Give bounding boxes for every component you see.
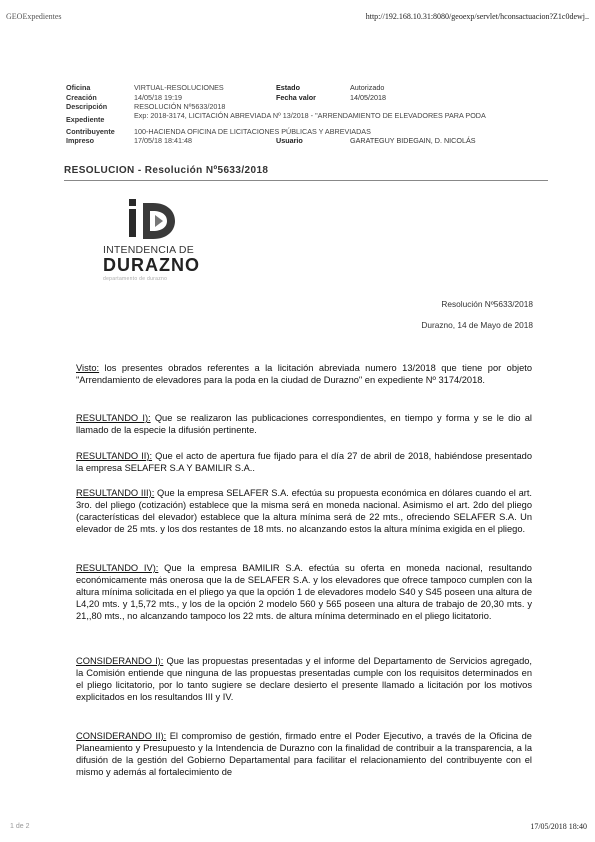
creacion-label: Creación <box>66 92 97 102</box>
paragraph-text: El compromiso de gestión, firmado entre el Poder Ejecutivo, a través de la Oficina de Planeamiento y Presupuesto y la Intendencia de Durazno con la finalidad de contribuir a la transparencia, a la difusión de la gestión del Gobierno Departamental para facilitar el relacionamiento del contribuyente con el mismo y además al fortalecimiento de <box>76 731 532 777</box>
paragraph-resultando-3 <box>76 487 532 535</box>
logo-text-line1: INTENDENCIA DE <box>103 244 194 256</box>
metadata-block <box>66 83 556 146</box>
paragraph-resultando-4 <box>76 562 532 622</box>
paragraph-text: Que se realizaron las publicaciones correspondientes, en tiempo y forma y se le dio al llamado de la especie la difusión pertinente. <box>76 413 532 435</box>
paragraph-heading: CONSIDERANDO I): <box>76 656 164 666</box>
paragraph-heading: Visto: <box>76 363 100 373</box>
expediente-label: Expediente <box>66 114 105 124</box>
resolution-reference: Resolución Nº5633/2018 <box>441 299 533 309</box>
paragraph-heading: CONSIDERANDO II): <box>76 731 167 741</box>
usuario-value: GARATEGUY BIDEGAIN, D. NICOLÁS <box>350 136 476 146</box>
title-divider <box>64 180 548 181</box>
fecha-valor-value: 14/05/2018 <box>350 92 386 102</box>
contribuyente-value: 100-HACIENDA OFICINA DE LICITACIONES PÚBLICAS Y ABREVIADAS <box>134 126 371 136</box>
paragraph-heading: RESULTANDO IV): <box>76 563 159 573</box>
logo-text-line2: DURAZNO <box>103 255 200 275</box>
paragraph-resultando-2 <box>76 450 532 474</box>
descripcion-value: RESOLUCIÓN Nº5633/2018 <box>134 102 226 112</box>
contribuyente-label: Contribuyente <box>66 126 115 136</box>
intendencia-mark-icon <box>125 197 183 243</box>
estado-value: Autorizado <box>350 83 385 92</box>
impreso-value: 17/05/18 18:41:48 <box>134 136 192 146</box>
page-number: 1 de 2 <box>10 823 30 830</box>
paragraph-text: Que el acto de apertura fue fijado para el día 27 de abril de 2018, habiéndose presentado la empresa SELAFER S.A Y BAMILIR S.A.. <box>76 451 532 473</box>
paragraph-text: Que la empresa SELAFER S.A. efectúa su propuesta económica en dólares cuando el art. 3ro. del pliego (cotización) establece que la misma será en moneda nacional. Asimismo el art. 2do del pliego (características del elevador) establece que la altura mínima será de 22 mts., ofreciendo SELAFER S.A. Un elevador de 25 mts. y los dos restantes de 18 mts. no alcanzando estos la altura mínima exigida en el pliego. <box>76 488 532 534</box>
paragraph-text: los presentes obrados referentes a la licitación abreviada numero 13/2018 que tiene por objeto "Arrendamiento de elevadores para la poda en la ciudad de Durazno" en expediente Nº 3174/2018. <box>76 363 532 385</box>
intendencia-logo <box>103 197 203 289</box>
impreso-label: Impreso <box>66 136 94 146</box>
usuario-label: Usuario <box>276 136 303 146</box>
paragraph-text: Que la empresa BAMILIR S.A. efectúa su oferta en moneda nacional, resultando económicamente más onerosa que la de SELAFER S.A. y los elevadores que ofrece tampoco cumplen con la altura mínima solicitada en el pliego ya que la opción 1 de elevadores modelo S40 y S45 poseen una altura de L4,20 mts. y 1,5,72 mts., y los de la opción 2 modelo 560 y 565 poseen una altura de trabajo de 20,30 mts. y 21,,80 mts., no alcanzando tampoco los 22 mts. de altura mínima determinado en el pliego licitatorio. <box>76 563 532 621</box>
print-timestamp: 17/05/2018 18:40 <box>530 822 587 831</box>
browser-tab-title: GEOExpedientes <box>6 12 62 21</box>
paragraph-text: Que las propuestas presentadas y el informe del Departamento de Servicios agregado, la Comisión entiende que ninguna de las propuestas presentadas cumple con los requisitos determinados en el pliego licitatorio, por lo tanto sugiere se declare desierto el presente llamado a licitación por los motivos explicitados en los resultandos III y IV. <box>76 656 532 702</box>
oficina-label: Oficina <box>66 83 91 92</box>
paragraph-heading: RESULTANDO I): <box>76 413 151 423</box>
expediente-value: Exp: 2018-3174, LICITACIÓN ABREVIADA Nº 13/2018 - "ARRENDAMIENTO DE ELEVADORES PARA PODA <box>134 110 486 120</box>
paragraph-considerando-1 <box>76 655 532 703</box>
paragraph-heading: RESULTANDO III): <box>76 488 155 498</box>
paragraph-resultando-1 <box>76 412 532 436</box>
creacion-value: 14/05/18 19:19 <box>134 92 182 102</box>
paragraph-heading: RESULTANDO II): <box>76 451 153 461</box>
oficina-value: VIRTUAL-RESOLUCIONES <box>134 83 224 92</box>
logo-tagline: departamento de durazno <box>103 276 168 282</box>
resolution-title: RESOLUCION - Resolución Nº5633/2018 <box>64 165 269 176</box>
paragraph-considerando-2 <box>76 730 532 778</box>
document-date: Durazno, 14 de Mayo de 2018 <box>421 320 533 330</box>
browser-url: http://192.168.10.31:8080/geoexp/servlet/hconsactuacion?Z1c0dewj.. <box>365 12 589 21</box>
estado-label: Estado <box>276 83 300 92</box>
paragraph-visto <box>76 362 532 386</box>
fecha-valor-label: Fecha valor <box>276 92 316 102</box>
descripcion-label: Descripción <box>66 102 108 112</box>
